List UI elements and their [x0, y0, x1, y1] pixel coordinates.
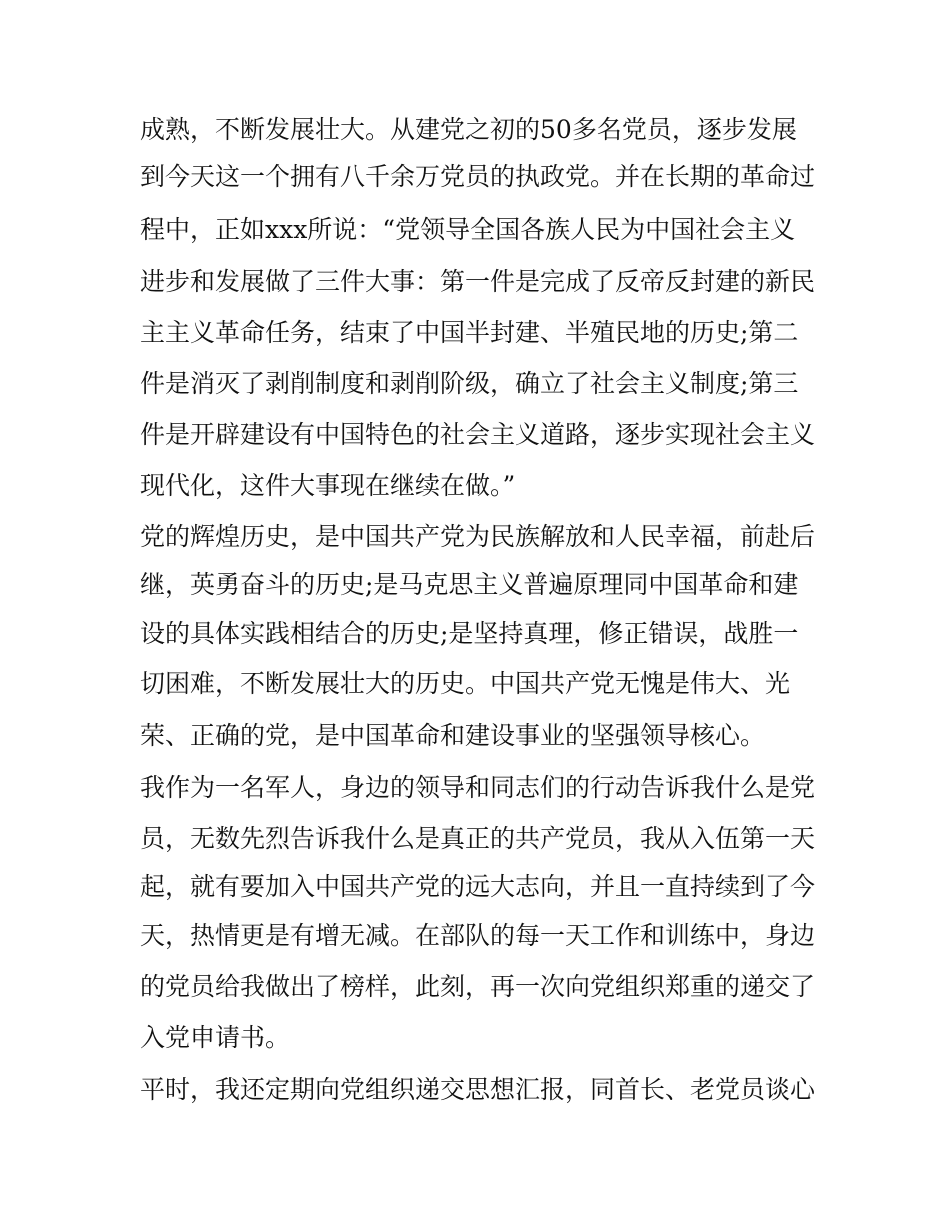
- text-line: 党的辉煌历史，是中国共产党为民族解放和人民幸福，前赴后: [140, 522, 816, 551]
- text-line: 成熟，不断发展壮大。从建党之初的50多名党员，逐步发展: [140, 115, 797, 144]
- text-line: 荣、正确的党，是中国革命和建设事业的坚强领导核心。: [140, 721, 766, 750]
- text-line: 件是消灭了剥削制度和剥削阶级，确立了社会主义制度;第三: [140, 369, 799, 398]
- text-line: 继，英勇奋斗的历史;是马克思主义普遍原理同中国革命和建: [140, 570, 799, 599]
- text-line: 设的具体实践相结合的历史;是坚持真理，修正错误，战胜一: [140, 619, 799, 648]
- text-line: 起，就有要加入中国共产党的远大志向，并且一直持续到了今: [140, 872, 816, 901]
- text-line: 平时，我还定期向党组织递交思想汇报，同首长、老党员谈心: [140, 1075, 816, 1104]
- text-line: 现代化，这件大事现在继续在做。”: [140, 471, 516, 500]
- text-line: 的党员给我做出了榜样，此刻，再一次向党组织郑重的递交了: [140, 972, 816, 1001]
- text-line: 到今天这一个拥有八千余万党员的执政党。并在长期的革命过: [140, 162, 816, 191]
- text-line: 员，无数先烈告诉我什么是真正的共产党员，我从入伍第一天: [140, 824, 816, 853]
- text-line: 我作为一名军人，身边的领导和同志们的行动告诉我什么是党: [140, 773, 816, 802]
- text-line: 件是开辟建设有中国特色的社会主义道路，逐步实现社会主义: [140, 420, 816, 449]
- text-line: 进步和发展做了三件大事：第一件是完成了反帝反封建的新民: [140, 267, 816, 296]
- text-line: 入党申请书。: [140, 1023, 291, 1052]
- text-line: 天，热情更是有增无减。在部队的每一天工作和训练中，身边: [140, 921, 816, 950]
- text-line: 程中，正如xxx所说：“党领导全国各族人民为中国社会主义: [140, 215, 796, 244]
- text-line: 切困难，不断发展壮大的历史。中国共产党无愧是伟大、光: [140, 669, 791, 698]
- text-line: 主主义革命任务，结束了中国半封建、半殖民地的历史;第二: [140, 318, 799, 347]
